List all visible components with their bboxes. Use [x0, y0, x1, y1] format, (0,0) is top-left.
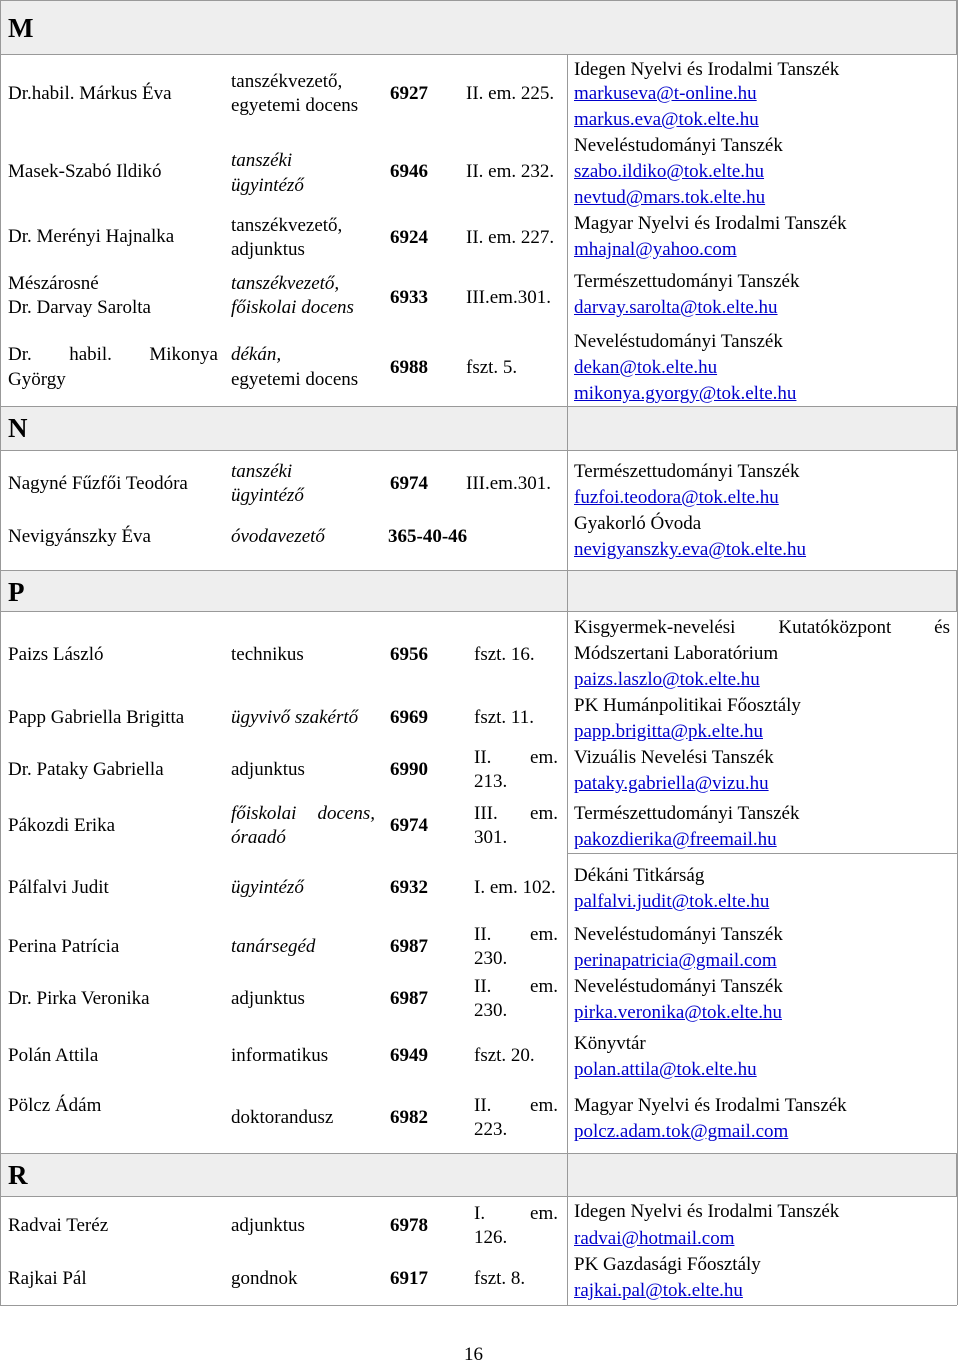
- email-link[interactable]: polan.attila@tok.elte.hu: [574, 1059, 757, 1080]
- person-name: Masek-Szabó Ildikó: [8, 161, 162, 182]
- room-line: II. em.: [474, 976, 558, 997]
- grid-line: [957, 0, 958, 1305]
- person-role: tanszékvezető,: [231, 71, 343, 92]
- person-role: ügyvivő szakértő: [231, 707, 359, 728]
- phone: 6932: [390, 877, 428, 898]
- phone: 6988: [390, 357, 428, 378]
- person-name: Papp Gabriella Brigitta: [8, 707, 185, 728]
- room: fszt. 16.: [474, 644, 535, 665]
- person-role: doktorandusz: [231, 1107, 334, 1128]
- person-role: egyetemi docens: [231, 95, 359, 116]
- phone: 6917: [390, 1268, 428, 1289]
- phone: 6927: [390, 83, 428, 104]
- person-role: gondnok: [231, 1268, 298, 1289]
- person-name: Dr. Pataky Gabriella: [8, 759, 164, 780]
- department: Természettudományi Tanszék: [574, 271, 800, 292]
- phone: 6990: [390, 759, 428, 780]
- room: [474, 975, 558, 999]
- person-name: Polán Attila: [8, 1045, 99, 1066]
- person-role: tanszékvezető,: [231, 273, 340, 294]
- room: I. em. 102.: [474, 877, 556, 898]
- grid-line: [567, 406, 957, 407]
- room: II. em. 232.: [466, 161, 555, 182]
- room: II. em. 225.: [466, 83, 555, 104]
- department: Vizuális Nevelési Tanszék: [574, 747, 774, 768]
- phone: 6949: [390, 1045, 428, 1066]
- phone: 6946: [390, 161, 428, 182]
- department: Természettudományi Tanszék: [574, 803, 800, 824]
- department: Gyakorló Óvoda: [574, 513, 702, 534]
- department: Magyar Nyelvi és Irodalmi Tanszék: [574, 213, 847, 234]
- department: Idegen Nyelvi és Irodalmi Tanszék: [574, 1201, 840, 1222]
- email-link[interactable]: pataky.gabriella@vizu.hu: [574, 773, 769, 794]
- room-line: III. em.: [474, 803, 558, 824]
- department: PK Gazdasági Főosztály: [574, 1254, 761, 1275]
- grid-line: [567, 853, 957, 854]
- room: 301.: [474, 827, 508, 848]
- room: [474, 746, 558, 770]
- room: fszt. 11.: [474, 707, 534, 728]
- person-name: György: [8, 369, 66, 390]
- department-line: Kisgyermek-nevelési Kutatóközpont és: [574, 617, 950, 638]
- grid-line: [0, 0, 1, 1305]
- room: [474, 1094, 558, 1118]
- email-link[interactable]: palfalvi.judit@tok.elte.hu: [574, 891, 770, 912]
- person-name: Rajkai Pál: [8, 1268, 87, 1289]
- department: Könyvtár: [574, 1033, 646, 1054]
- room-line: II. em.: [474, 1095, 558, 1116]
- section-header-r: [0, 1153, 957, 1197]
- person-name: Paizs László: [8, 644, 104, 665]
- person-role: adjunktus: [231, 239, 305, 260]
- person-name: Dr.habil. Márkus Éva: [8, 83, 172, 104]
- room: fszt. 5.: [466, 357, 518, 378]
- room: fszt. 8.: [474, 1268, 526, 1289]
- email-link[interactable]: mikonya.gyorgy@tok.elte.hu: [574, 383, 797, 404]
- section-letter: P: [8, 577, 25, 607]
- person-name: Mészárosné: [8, 273, 99, 294]
- room-line: I. em.: [474, 1203, 558, 1224]
- person-role: óraadó: [231, 827, 286, 848]
- person-role: ügyintéző: [231, 485, 304, 506]
- person-role: technikus: [231, 644, 304, 665]
- room: 126.: [474, 1227, 508, 1248]
- section-header-p: [0, 570, 957, 612]
- section-header-m: [0, 0, 957, 55]
- person-name: Perina Patrícia: [8, 936, 120, 957]
- person-name: Dr. Merényi Hajnalka: [8, 226, 175, 247]
- person-role: ügyintéző: [231, 175, 304, 196]
- department: Neveléstudományi Tanszék: [574, 331, 783, 352]
- person-role: dékán,: [231, 344, 282, 365]
- email-link[interactable]: markus.eva@tok.elte.hu: [574, 109, 759, 130]
- department: Neveléstudományi Tanszék: [574, 924, 783, 945]
- phone: 6956: [390, 644, 428, 665]
- person-name-line: Dr. habil. Mikonya: [8, 344, 218, 365]
- department: Természettudományi Tanszék: [574, 461, 800, 482]
- person-name: Radvai Teréz: [8, 1215, 109, 1236]
- phone: 6987: [390, 936, 428, 957]
- person-role: adjunktus: [231, 988, 305, 1009]
- room: 213.: [474, 771, 508, 792]
- room: III.em.301.: [466, 473, 551, 494]
- room: fszt. 20.: [474, 1045, 535, 1066]
- email-link[interactable]: nevigyanszky.eva@tok.elte.hu: [574, 539, 807, 560]
- section-letter: N: [8, 413, 28, 443]
- phone: 6974: [390, 815, 428, 836]
- person-role: ügyintéző: [231, 877, 304, 898]
- section-letter: M: [8, 13, 34, 43]
- phone: 6982: [390, 1107, 428, 1128]
- section-header-n: [0, 406, 957, 451]
- room: [474, 1202, 558, 1226]
- person-role-line: főiskolai docens,: [231, 803, 375, 824]
- person-name: Nagyné Fűzfői Teodóra: [8, 473, 188, 494]
- room: 230.: [474, 1000, 508, 1021]
- email-link[interactable]: fuzfoi.teodora@tok.elte.hu: [574, 487, 779, 508]
- room: [474, 923, 558, 947]
- person-name: Pölcz Ádám: [8, 1095, 102, 1116]
- email-link[interactable]: mhajnal@yahoo.com: [574, 239, 737, 260]
- email-link[interactable]: dekan@tok.elte.hu: [574, 357, 718, 378]
- phone: 6969: [390, 707, 428, 728]
- room: [474, 802, 558, 826]
- person-name: Dr. Darvay Sarolta: [8, 297, 151, 318]
- department: Magyar Nyelvi és Irodalmi Tanszék: [574, 1095, 847, 1116]
- email-link[interactable]: markuseva@t-online.hu: [574, 83, 757, 104]
- room-line: II. em.: [474, 924, 558, 945]
- person-role: egyetemi docens: [231, 369, 359, 390]
- phone: 6933: [390, 287, 428, 308]
- person-role: tanszéki: [231, 150, 293, 171]
- email-link[interactable]: papp.brigitta@pk.elte.hu: [574, 721, 763, 742]
- email-link[interactable]: rajkai.pal@tok.elte.hu: [574, 1280, 743, 1301]
- room: II. em. 227.: [466, 227, 555, 248]
- person-name: Pákozdi Erika: [8, 815, 116, 836]
- person-name: Dr. Pirka Veronika: [8, 988, 150, 1009]
- page-number: 16: [464, 1344, 483, 1365]
- phone: 6978: [390, 1215, 428, 1236]
- email-link[interactable]: radvai@hotmail.com: [574, 1228, 735, 1249]
- section-letter: R: [8, 1160, 28, 1190]
- phone: 6924: [390, 227, 428, 248]
- room: 230.: [474, 948, 508, 969]
- department: Idegen Nyelvi és Irodalmi Tanszék: [574, 59, 840, 80]
- person-role: informatikus: [231, 1045, 329, 1066]
- email-link[interactable]: paizs.laszlo@tok.elte.hu: [574, 669, 760, 690]
- department: Neveléstudományi Tanszék: [574, 135, 783, 156]
- email-link[interactable]: szabo.ildiko@tok.elte.hu: [574, 161, 765, 182]
- email-link[interactable]: pirka.veronika@tok.elte.hu: [574, 1002, 782, 1023]
- person-role: tanszékvezető,: [231, 215, 343, 236]
- phone: 6974: [390, 473, 428, 494]
- department: Dékáni Titkárság: [574, 865, 705, 886]
- grid-line: [0, 1305, 957, 1306]
- department: Módszertani Laboratórium: [574, 643, 779, 664]
- email-link[interactable]: perinapatricia@gmail.com: [574, 950, 777, 971]
- phone: 365-40-46: [388, 526, 468, 547]
- email-link[interactable]: darvay.sarolta@tok.elte.hu: [574, 297, 778, 318]
- person-name: Nevigyánszky Éva: [8, 526, 151, 547]
- person-name: Pálfalvi Judit: [8, 877, 109, 898]
- department: [574, 616, 950, 640]
- department: PK Humánpolitikai Főosztály: [574, 695, 801, 716]
- person-role: adjunktus: [231, 1215, 305, 1236]
- email-link[interactable]: nevtud@mars.tok.elte.hu: [574, 187, 766, 208]
- phone: 6987: [390, 988, 428, 1009]
- person-role: [231, 802, 375, 826]
- room: 223.: [474, 1119, 508, 1140]
- room-line: II. em.: [474, 747, 558, 768]
- person-role: főiskolai docens: [231, 297, 354, 318]
- person-name: [8, 343, 218, 367]
- email-link[interactable]: polcz.adam.tok@gmail.com: [574, 1121, 789, 1142]
- person-role: tanszéki: [231, 461, 293, 482]
- department: Neveléstudományi Tanszék: [574, 976, 783, 997]
- room: III.em.301.: [466, 287, 551, 308]
- email-link[interactable]: pakozdierika@freemail.hu: [574, 829, 777, 850]
- person-role: tanársegéd: [231, 936, 316, 957]
- person-role: adjunktus: [231, 759, 305, 780]
- grid-line: [567, 55, 568, 1305]
- person-role: óvodavezető: [231, 526, 325, 547]
